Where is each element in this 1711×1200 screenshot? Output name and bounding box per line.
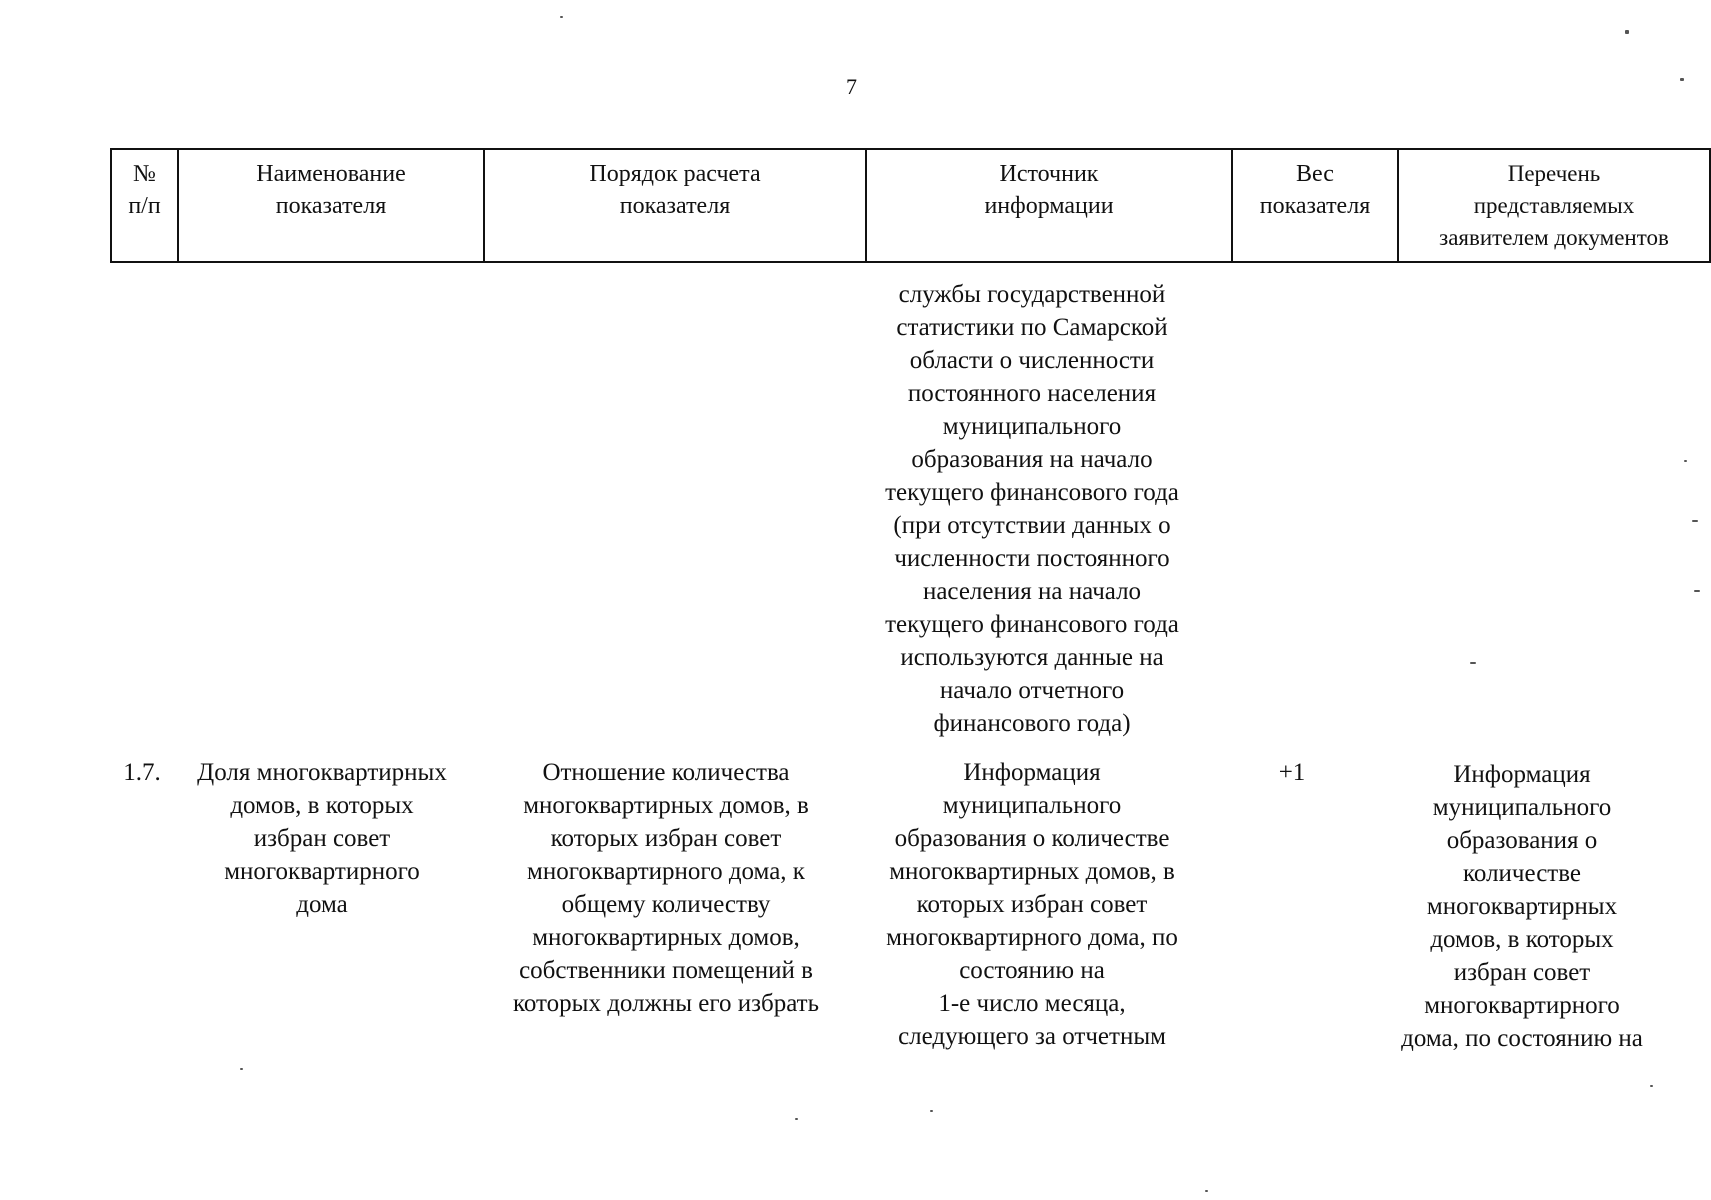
header-indicator-name: Наименование показателя [178,149,484,262]
scan-speck [1680,78,1684,81]
scan-speck [240,1068,243,1070]
scan-speck [1684,460,1687,462]
scan-speck [930,1110,933,1112]
scan-speck [1470,662,1476,664]
header-indicator-weight: Вес показателя [1232,149,1398,262]
scan-speck [1625,30,1629,34]
scan-speck [560,16,563,18]
scan-speck [1205,1190,1208,1192]
row-calculation-method: Отношение количества многоквартирных домов, в которых избран совет многоквартирного дома, к общему количеству многоквартирных домов, собственники помещений в которых должны его избрать [513,759,819,1017]
header-information-source: Источник информации [866,149,1232,262]
row-information-source: Информация муниципального образования о количестве многоквартирных домов, в которых избран совет многоквартирного дома, по состоянию на 1-е число месяца, следующего за отчетным [886,759,1178,1050]
header-number: № п/п [111,149,178,262]
row-indicator-name: Доля многоквартирных домов, в которых избран совет многоквартирного дома [197,759,447,918]
source-continuation: службы государственной статистики по Самарской области о численности постоянного населения муниципального образования на начало текущего финансового года (при отсутствии данных о численности постоянного населения на начало текущего финансового года используются данные на начало отчетного финансового года) [885,281,1179,737]
table-header-row [111,149,1710,262]
header-documents-list: Перечень представляемых заявителем документов [1398,149,1710,262]
scan-speck [795,1118,798,1120]
header-calculation-method: Порядок расчета показателя [484,149,866,262]
scan-speck [1692,520,1698,522]
indicator-table-header [110,148,1711,263]
scan-speck [1694,590,1700,592]
page-number: 7 [846,74,857,99]
scan-speck [1650,1085,1653,1087]
row-number: 1.7. [123,759,161,786]
row-indicator-weight: +1 [1278,759,1306,786]
row-documents-list: Информация муниципального образования о количестве многоквартирных домов, в которых избран совет многоквартирного дома, по состоянию на [1401,761,1643,1052]
